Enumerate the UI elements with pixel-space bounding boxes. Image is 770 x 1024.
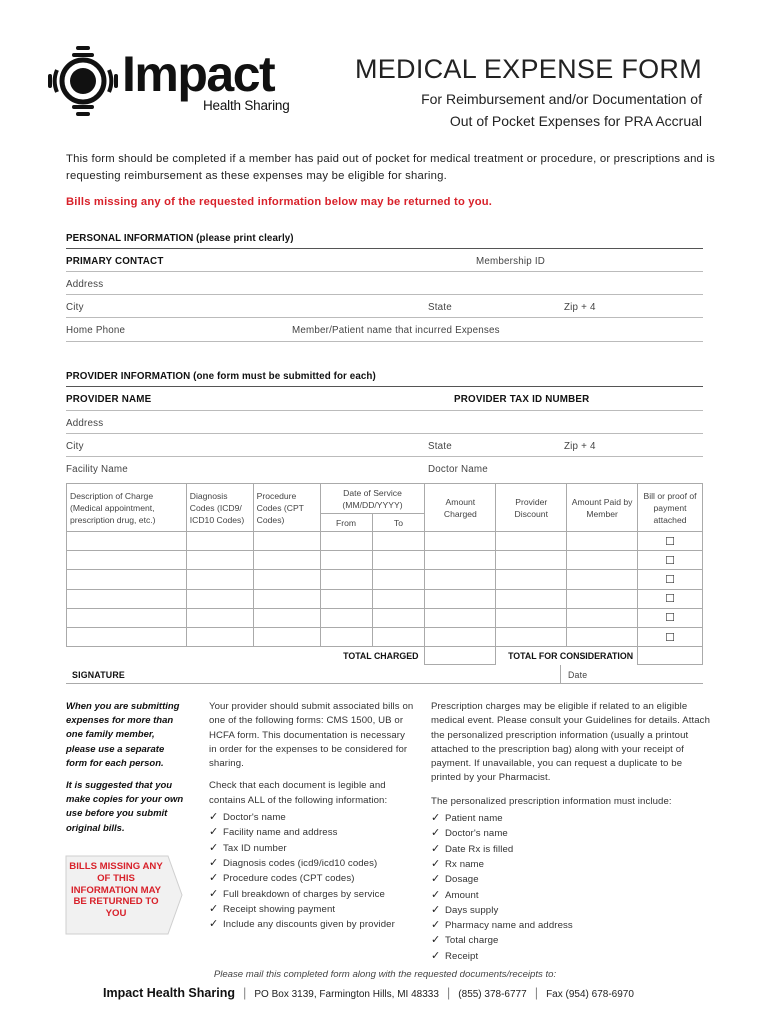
form-subtitle bbox=[421, 88, 702, 132]
personal-city-field[interactable]: City bbox=[66, 302, 84, 313]
table-cell[interactable] bbox=[567, 589, 638, 608]
missing-info-badge bbox=[64, 852, 184, 938]
table-cell[interactable] bbox=[67, 570, 187, 589]
table-cell[interactable] bbox=[67, 589, 187, 608]
divider bbox=[66, 341, 703, 342]
family-note: When you are submitting expenses for more than one family member, please use a separate form for each person. bbox=[66, 701, 180, 769]
table-cell[interactable] bbox=[253, 589, 320, 608]
table-cell[interactable] bbox=[372, 532, 425, 551]
separator: | bbox=[446, 985, 451, 1000]
provider-address-field[interactable]: Address bbox=[66, 418, 104, 429]
total-charged-cell[interactable] bbox=[425, 647, 496, 665]
table-cell[interactable] bbox=[425, 589, 496, 608]
list-item: ✓ Patient name bbox=[431, 811, 711, 826]
intro-text: This form should be completed if a member has paid out of pocket for medical treatment or procedure, or prescriptions and is requesting reimbursement as these expenses may be eligible for sharing. bbox=[66, 153, 715, 182]
table-cell[interactable] bbox=[253, 627, 320, 646]
table-cell[interactable] bbox=[567, 627, 638, 646]
list-item: ✓ Diagnosis codes (icd9/icd10 codes) bbox=[209, 856, 414, 871]
table-cell[interactable] bbox=[372, 570, 425, 589]
totals-row bbox=[67, 647, 703, 665]
table-cell[interactable] bbox=[67, 627, 187, 646]
rx-checklist bbox=[431, 811, 711, 964]
prescription-column bbox=[431, 700, 711, 964]
provider-tax-id-field[interactable]: PROVIDER TAX ID NUMBER bbox=[454, 394, 590, 405]
bill-attached-checkbox[interactable]: ☐ bbox=[638, 551, 703, 570]
provider-city-field[interactable]: City bbox=[66, 441, 84, 452]
table-cell[interactable] bbox=[496, 608, 567, 627]
list-item: ✓ Receipt showing payment bbox=[209, 902, 414, 917]
table-cell[interactable] bbox=[67, 532, 187, 551]
footer-contact bbox=[103, 985, 634, 1000]
table-cell[interactable] bbox=[372, 627, 425, 646]
check-paragraph: Check that each document is legible and contains ALL of the following information: bbox=[209, 780, 388, 806]
list-item: ✓ Rx name bbox=[431, 857, 711, 872]
table-cell[interactable] bbox=[186, 570, 253, 589]
list-item: ✓ Procedure codes (CPT codes) bbox=[209, 871, 414, 886]
col-header-from: From bbox=[320, 514, 372, 532]
rx-paragraph: Prescription charges may be eligible if related to an eligible medical event. Please consult your Guidelines for details. Attach the personalized prescription information (usually a printout attached to the prescription bag) along with your receipt of payment. If unavailable, you can request a duplicate to be printed by your Pharmacist. bbox=[431, 701, 711, 784]
list-item: ✓ Facility name and address bbox=[209, 825, 414, 840]
signature-row bbox=[66, 666, 703, 684]
table-cell[interactable] bbox=[186, 551, 253, 570]
mail-instruction: Please mail this completed form along with the requested documents/receipts to: bbox=[213, 969, 557, 980]
form-title: MEDICAL EXPENSE FORM bbox=[354, 54, 702, 84]
table-cell[interactable] bbox=[567, 532, 638, 551]
company-logo bbox=[48, 46, 308, 116]
total-charged-label: TOTAL CHARGED bbox=[67, 647, 425, 665]
doctor-name-field[interactable]: Doctor Name bbox=[428, 464, 488, 475]
signature-date-field[interactable]: Date bbox=[568, 670, 588, 680]
table-cell[interactable] bbox=[425, 570, 496, 589]
col-header-bill: Bill or proof of payment attached bbox=[638, 484, 703, 532]
divider bbox=[66, 248, 703, 249]
table-cell[interactable] bbox=[320, 589, 372, 608]
provider-info-heading: PROVIDER INFORMATION (one form must be submitted for each) bbox=[66, 371, 376, 382]
table-cell[interactable] bbox=[186, 608, 253, 627]
table-cell[interactable] bbox=[496, 532, 567, 551]
list-item: ✓ Days supply bbox=[431, 903, 711, 918]
table-cell[interactable] bbox=[496, 551, 567, 570]
table-cell[interactable] bbox=[320, 608, 372, 627]
subtitle-line-1: For Reimbursement and/or Documentation of bbox=[421, 91, 702, 107]
table-cell[interactable] bbox=[496, 570, 567, 589]
document-checklist bbox=[209, 810, 414, 932]
divider bbox=[66, 386, 703, 387]
table-cell[interactable] bbox=[567, 570, 638, 589]
signature-field[interactable]: SIGNATURE bbox=[72, 670, 125, 680]
footer-fax: Fax (954) 678-6970 bbox=[546, 989, 634, 1000]
table-cell[interactable] bbox=[372, 589, 425, 608]
list-item: ✓ Doctor's name bbox=[431, 826, 711, 841]
table-cell[interactable] bbox=[67, 551, 187, 570]
list-item: ✓ Dosage bbox=[431, 872, 711, 887]
list-item: ✓ Receipt bbox=[431, 949, 711, 964]
divider bbox=[66, 294, 703, 295]
logo-mark-icon bbox=[48, 46, 118, 116]
table-cell[interactable] bbox=[67, 608, 187, 627]
table-cell[interactable] bbox=[186, 589, 253, 608]
table-row bbox=[67, 551, 703, 570]
table-row bbox=[67, 589, 703, 608]
subtitle-line-2: Out of Pocket Expenses for PRA Accrual bbox=[449, 113, 702, 129]
provider-paragraph: Your provider should submit associated bills on one of the following forms: CMS 1500, UB or HCFA form. This documentation is necessary in order for the expenses to be considered for sharing. bbox=[209, 701, 414, 770]
provider-name-field[interactable]: PROVIDER NAME bbox=[66, 394, 152, 405]
col-header-paid: Amount Paid by Member bbox=[567, 484, 638, 532]
divider bbox=[66, 410, 703, 411]
divider bbox=[66, 456, 703, 457]
table-header-row bbox=[67, 484, 703, 514]
table-cell[interactable] bbox=[186, 532, 253, 551]
table-cell[interactable] bbox=[320, 532, 372, 551]
table-row bbox=[67, 532, 703, 551]
facility-name-field[interactable]: Facility Name bbox=[66, 464, 128, 475]
total-consideration-cell[interactable] bbox=[638, 647, 703, 665]
table-cell[interactable] bbox=[320, 570, 372, 589]
table-cell[interactable] bbox=[425, 608, 496, 627]
table-row bbox=[67, 570, 703, 589]
list-item: ✓ Amount bbox=[431, 888, 711, 903]
table-row bbox=[67, 627, 703, 646]
table-cell[interactable] bbox=[425, 551, 496, 570]
personal-address-field[interactable]: Address bbox=[66, 279, 104, 290]
copies-note: It is suggested that you make copies for your own use before you submit original bills. bbox=[66, 780, 184, 834]
col-header-amount: Amount Charged bbox=[425, 484, 496, 532]
provider-state-field[interactable]: State bbox=[428, 441, 452, 452]
list-item: ✓ Tax ID number bbox=[209, 841, 414, 856]
list-item: ✓ Full breakdown of charges by service bbox=[209, 887, 414, 902]
table-row bbox=[67, 608, 703, 627]
table-cell[interactable] bbox=[320, 551, 372, 570]
bill-attached-checkbox[interactable]: ☐ bbox=[638, 627, 703, 646]
table-cell[interactable] bbox=[496, 589, 567, 608]
table-cell[interactable] bbox=[253, 608, 320, 627]
primary-contact-field[interactable]: PRIMARY CONTACT bbox=[66, 256, 164, 267]
provider-documents-column bbox=[209, 700, 414, 932]
col-header-diagnosis: Diagnosis Codes (ICD9/ ICD10 Codes) bbox=[186, 484, 253, 532]
table-cell[interactable] bbox=[425, 532, 496, 551]
badge-text: BILLS MISSING ANY OF THIS INFORMATION MAY BE RETURNED TO YOU bbox=[69, 861, 163, 920]
col-header-description: Description of Charge (Medical appointment, prescription drug, etc.) bbox=[67, 484, 187, 532]
separator: | bbox=[534, 985, 539, 1000]
table-cell[interactable] bbox=[567, 608, 638, 627]
table-cell[interactable] bbox=[186, 627, 253, 646]
list-item: ✓ Include any discounts given by provider bbox=[209, 917, 414, 932]
bill-attached-checkbox[interactable]: ☐ bbox=[638, 532, 703, 551]
divider bbox=[66, 271, 703, 272]
table-cell[interactable] bbox=[253, 532, 320, 551]
logo-wordmark: Impact bbox=[122, 46, 275, 102]
family-notes bbox=[66, 700, 184, 836]
logo-subtitle: Health Sharing bbox=[203, 98, 290, 113]
list-item: ✓ Date Rx is filled bbox=[431, 842, 711, 857]
bill-attached-checkbox[interactable]: ☐ bbox=[638, 589, 703, 608]
table-cell[interactable] bbox=[320, 627, 372, 646]
bill-attached-checkbox[interactable]: ☐ bbox=[638, 608, 703, 627]
provider-zip-field[interactable]: Zip + 4 bbox=[564, 441, 596, 452]
personal-info-heading: PERSONAL INFORMATION (please print clearly) bbox=[66, 233, 294, 244]
membership-id-field[interactable]: Membership ID bbox=[476, 256, 546, 267]
table-cell[interactable] bbox=[425, 627, 496, 646]
footer-phone: (855) 378-6777 bbox=[458, 989, 527, 1000]
table-cell[interactable] bbox=[567, 551, 638, 570]
personal-state-field[interactable]: State bbox=[428, 302, 452, 313]
table-cell[interactable] bbox=[372, 608, 425, 627]
total-consideration-label: TOTAL FOR CONSIDERATION bbox=[496, 647, 638, 665]
table-cell[interactable] bbox=[372, 551, 425, 570]
table-cell[interactable] bbox=[253, 570, 320, 589]
divider bbox=[66, 433, 703, 434]
bill-attached-checkbox[interactable]: ☐ bbox=[638, 570, 703, 589]
member-patient-field[interactable]: Member/Patient name that incurred Expenses bbox=[292, 325, 500, 336]
rx-must-include: The personalized prescription information must include: bbox=[431, 795, 672, 807]
list-item: ✓ Total charge bbox=[431, 933, 711, 948]
col-header-to: To bbox=[372, 514, 425, 532]
list-item: ✓ Pharmacy name and address bbox=[431, 918, 711, 933]
home-phone-field[interactable]: Home Phone bbox=[66, 325, 126, 336]
table-cell[interactable] bbox=[253, 551, 320, 570]
warning-text: Bills missing any of the requested information below may be returned to you. bbox=[66, 196, 493, 208]
list-item: ✓ Doctor's name bbox=[209, 810, 414, 825]
footer-address: PO Box 3139, Farmington Hills, MI 48333 bbox=[254, 989, 439, 1000]
footer-company: Impact Health Sharing bbox=[103, 986, 235, 1000]
charges-table bbox=[66, 483, 703, 665]
separator: | bbox=[242, 985, 247, 1000]
table-cell[interactable] bbox=[496, 627, 567, 646]
col-header-date: Date of Service (MM/DD/YYYY) bbox=[320, 484, 425, 514]
col-header-procedure: Procedure Codes (CPT Codes) bbox=[253, 484, 320, 532]
col-header-discount: Provider Discount bbox=[496, 484, 567, 532]
divider bbox=[66, 317, 703, 318]
divider bbox=[560, 665, 561, 684]
personal-zip-field[interactable]: Zip + 4 bbox=[564, 302, 596, 313]
